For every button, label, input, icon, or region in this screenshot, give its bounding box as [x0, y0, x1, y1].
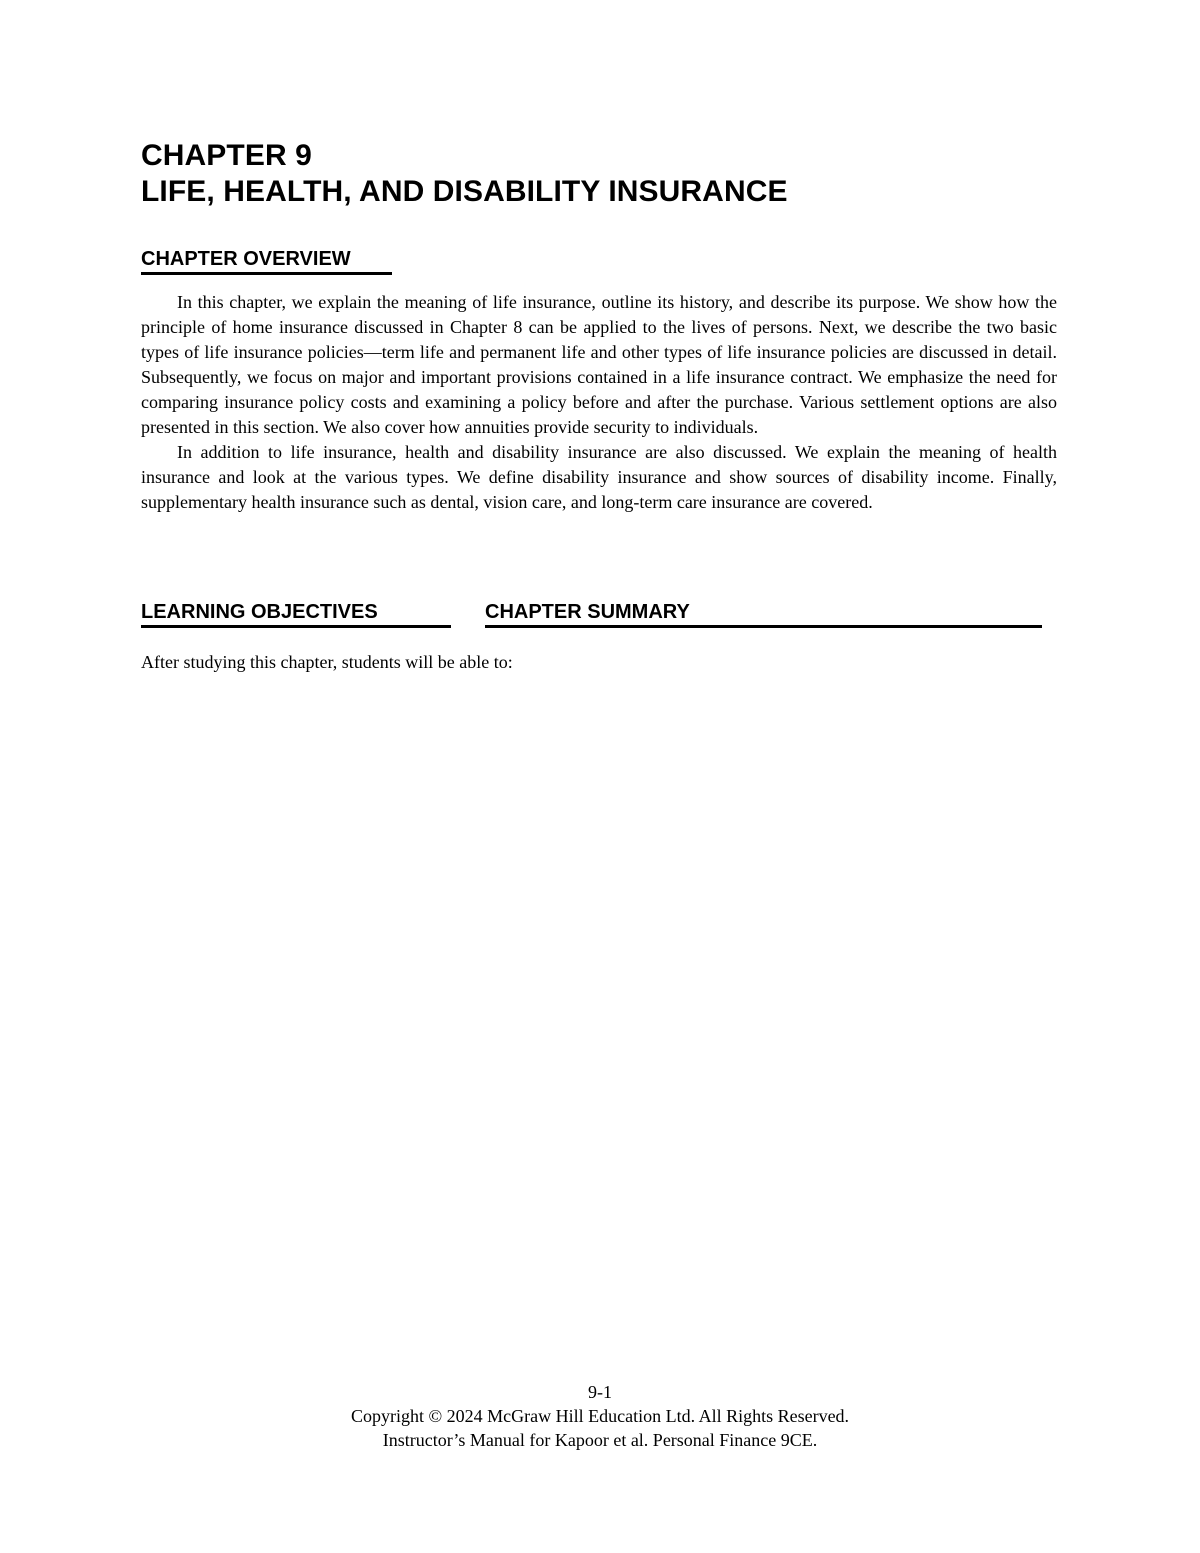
- overview-heading: CHAPTER OVERVIEW: [141, 248, 351, 270]
- chapter-summary-heading: CHAPTER SUMMARY: [485, 601, 690, 623]
- overview-paragraph: In addition to life insurance, health and disability insurance are also discussed. We explain the meaning of health insurance and look at the various types. We define disability insurance and show sources of disability income. Finally, supplementary health insurance such as dental, vision care, and long-term care insurance are covered.: [141, 442, 1057, 512]
- page-footer: [0, 1380, 1200, 1452]
- overview-heading-underline: [141, 272, 392, 275]
- chapter-heading: [141, 138, 788, 210]
- chapter-summary-underline: [485, 625, 1042, 628]
- learning-objectives-intro: After studying this chapter, students will be able to:: [141, 652, 513, 672]
- learning-objectives-underline: [141, 625, 451, 628]
- manual-credit: Instructor’s Manual for Kapoor et al. Personal Finance 9CE.: [382, 1430, 818, 1450]
- page-number: 9-1: [588, 1382, 612, 1402]
- overview-body: [141, 290, 1057, 515]
- learning-objectives-heading: LEARNING OBJECTIVES: [141, 601, 378, 623]
- chapter-number: CHAPTER 9: [141, 139, 312, 172]
- copyright-notice: Copyright © 2024 McGraw Hill Education Ltd. All Rights Reserved.: [350, 1406, 850, 1426]
- overview-paragraph: In this chapter, we explain the meaning of life insurance, outline its history, and describe its purpose. We show how the principle of home insurance discussed in Chapter 8 can be applied to the lives of persons. Next, we describe the two basic types of life insurance policies—term life and permanent life and other types of life insurance policies are discussed in detail. Subsequently, we focus on major and important provisions contained in a life insurance contract. We emphasize the need for comparing insurance policy costs and examining a policy before and after the purchase. Various settlement options are also presented in this section. We also cover how annuities provide security to individuals.: [141, 292, 1057, 437]
- chapter-title: LIFE, HEALTH, AND DISABILITY INSURANCE: [141, 175, 788, 208]
